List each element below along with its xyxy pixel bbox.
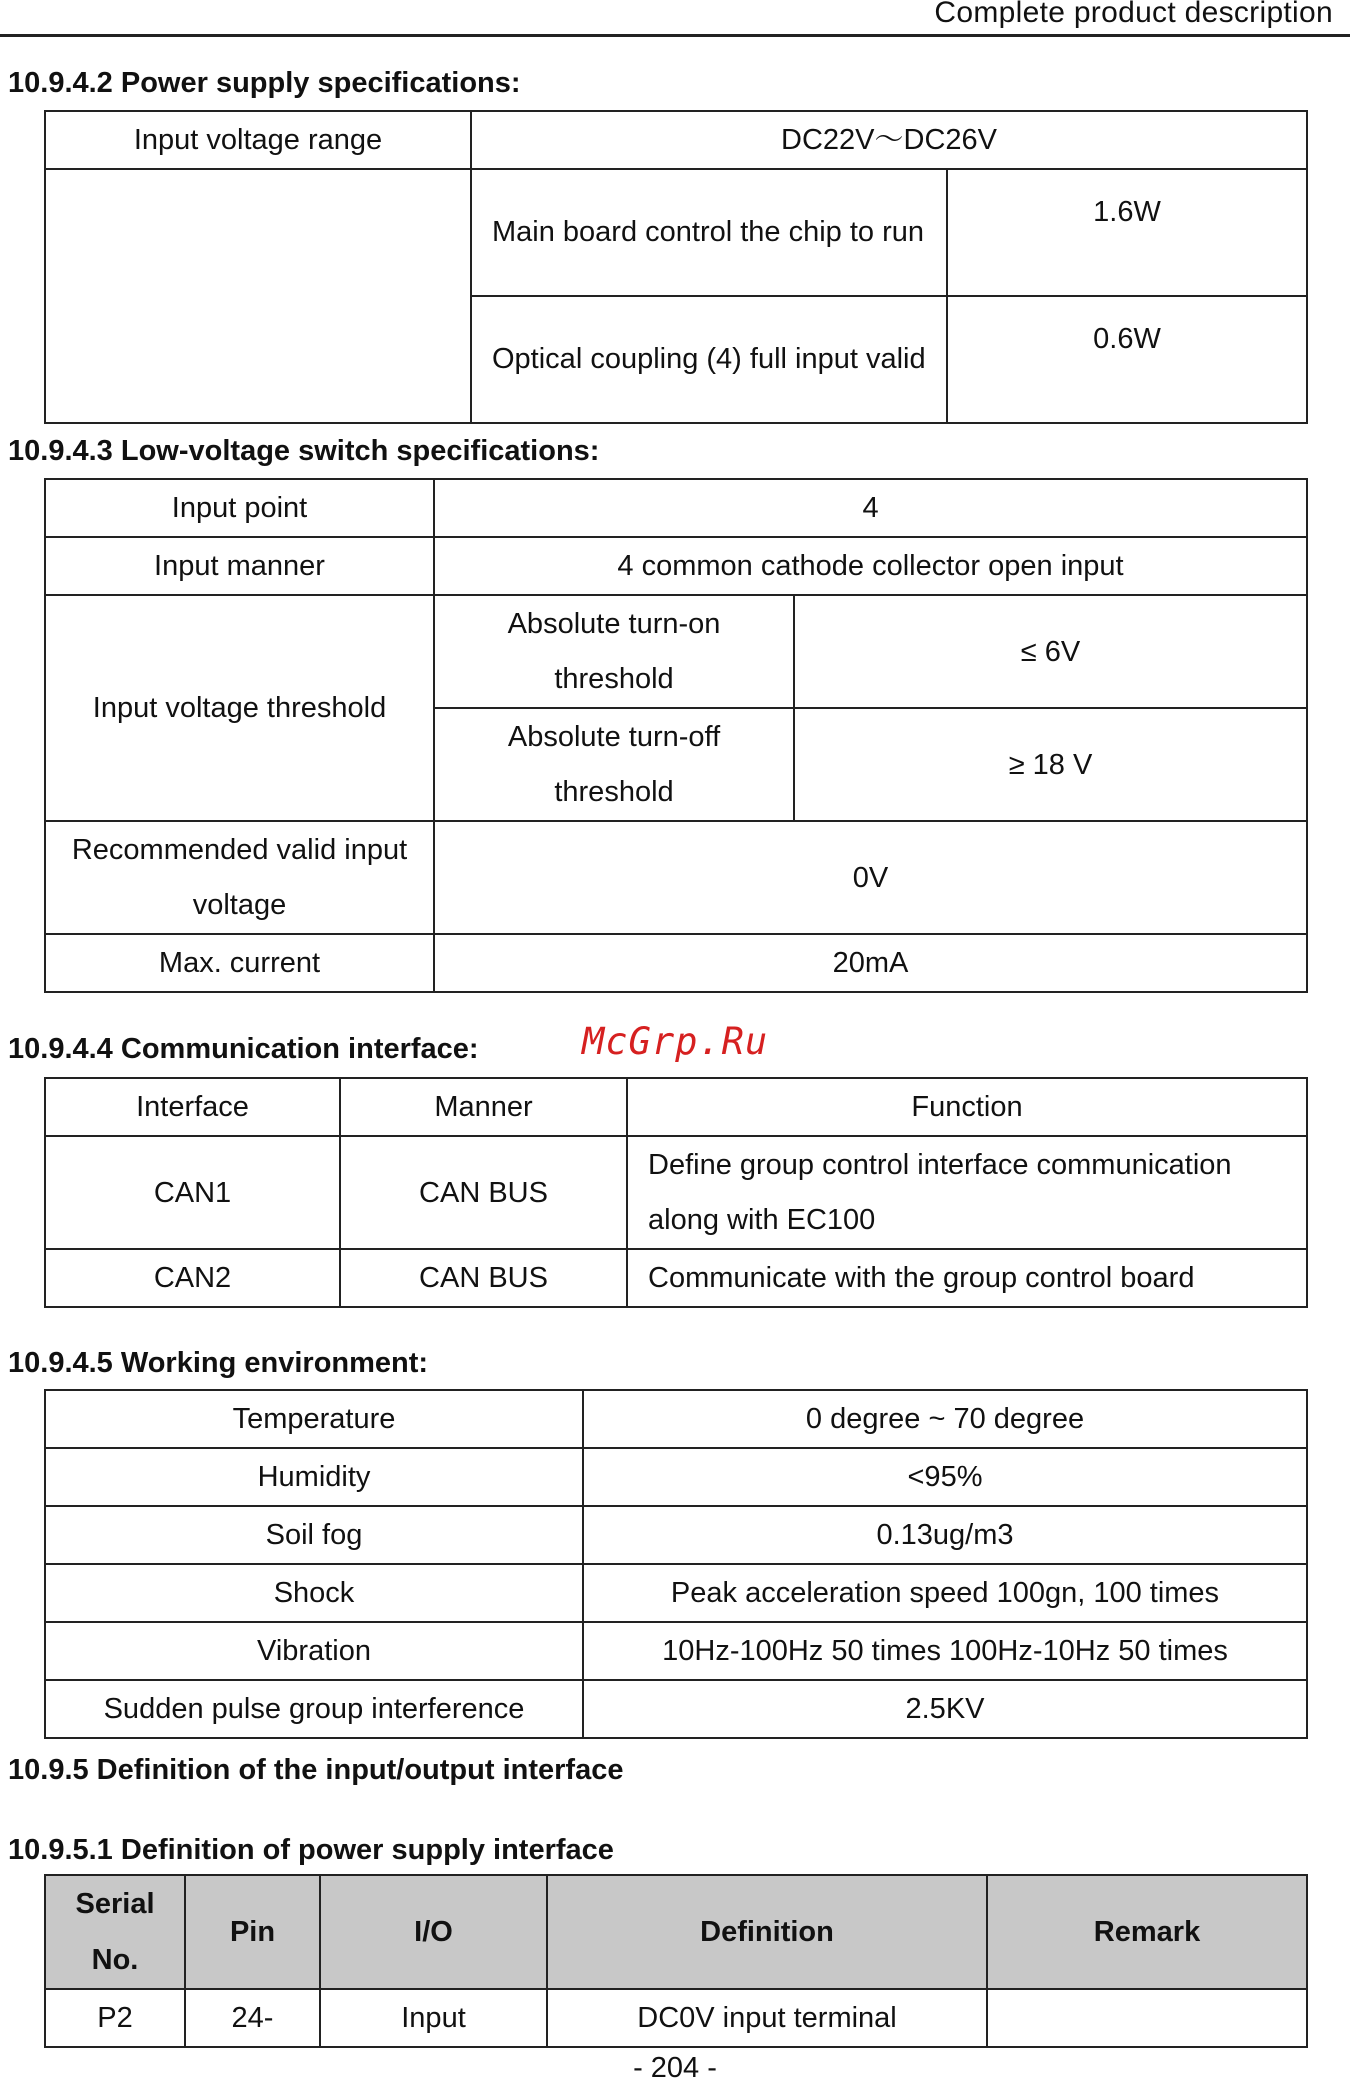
input-voltage-value: DC22V～DC26V [471,111,1307,169]
header-serial: Serial No. [45,1875,185,1989]
section-title-low-voltage: 10.9.4.3 Low-voltage switch specifications: [8,435,600,467]
definition-cell: DC0V input terminal [547,1989,987,2047]
table-row [45,595,1307,708]
table-row [45,479,1307,537]
section-title-communication: 10.9.4.4 Communication interface: [8,1033,479,1065]
header-rule [0,34,1350,37]
empty-cell [45,169,471,423]
optical-coupling-label: Optical coupling (4) full input valid [471,296,947,423]
env-value: 2.5KV [583,1680,1307,1738]
table-row [45,1875,1307,1989]
header-interface: Interface [45,1078,340,1136]
watermark-logo: McGrp.Ru [582,1020,769,1063]
header-manner: Manner [340,1078,627,1136]
section-title-power-supply: 10.9.4.2 Power supply specifications: [8,67,521,99]
recommended-label: Recommended valid input voltage [45,821,434,934]
env-label: Temperature [45,1390,583,1448]
env-value: Peak acceleration speed 100gn, 100 times [583,1564,1307,1622]
io-cell: Input [320,1989,547,2047]
header-pin: Pin [185,1875,320,1989]
running-header: Complete product description [934,0,1333,29]
table-row [45,1390,1307,1448]
env-value: <95% [583,1448,1307,1506]
pin-cell: 24- [185,1989,320,2047]
env-label: Humidity [45,1448,583,1506]
serial-cell: P2 [45,1989,185,2047]
input-point-label: Input point [45,479,434,537]
env-label: Soil fog [45,1506,583,1564]
table-row [45,1448,1307,1506]
env-label: Sudden pulse group interference [45,1680,583,1738]
optical-coupling-value: 0.6W [947,296,1307,423]
main-board-value: 1.6W [947,169,1307,296]
header-io: I/O [320,1875,547,1989]
section-title-power-interface: 10.9.5.1 Definition of power supply interface [8,1834,614,1866]
turn-off-label: Absolute turn-off threshold [434,708,794,821]
env-value: 0 degree ~ 70 degree [583,1390,1307,1448]
recommended-value: 0V [434,821,1307,934]
power-supply-table [44,110,1308,424]
table-row [45,1989,1307,2047]
input-manner-value: 4 common cathode collector open input [434,537,1307,595]
can1-manner: CAN BUS [340,1136,627,1249]
max-current-value: 20mA [434,934,1307,992]
communication-table [44,1077,1308,1308]
input-manner-label: Input manner [45,537,434,595]
env-value: 0.13ug/m3 [583,1506,1307,1564]
low-voltage-table [44,478,1308,993]
table-row [45,1078,1307,1136]
table-row [45,537,1307,595]
section-title-environment: 10.9.4.5 Working environment: [8,1347,429,1379]
max-current-label: Max. current [45,934,434,992]
can1-interface: CAN1 [45,1136,340,1249]
table-row [45,111,1307,169]
table-row [45,1622,1307,1680]
environment-table [44,1389,1308,1739]
turn-on-label: Absolute turn-on threshold [434,595,794,708]
env-value: 10Hz-100Hz 50 times 100Hz-10Hz 50 times [583,1622,1307,1680]
remark-cell [987,1989,1307,2047]
header-function: Function [627,1078,1307,1136]
header-remark: Remark [987,1875,1307,1989]
table-row [45,934,1307,992]
can2-manner: CAN BUS [340,1249,627,1307]
page-number: - 204 - [633,2052,717,2084]
table-row [45,1506,1307,1564]
header-definition: Definition [547,1875,987,1989]
power-interface-table [44,1874,1308,2048]
can2-function: Communicate with the group control board [627,1249,1307,1307]
can1-function: Define group control interface communication along with EC100 [627,1136,1307,1249]
turn-off-value: ≥ 18 V [794,708,1307,821]
main-board-label: Main board control the chip to run [471,169,947,296]
env-label: Vibration [45,1622,583,1680]
can2-interface: CAN2 [45,1249,340,1307]
env-label: Shock [45,1564,583,1622]
threshold-label: Input voltage threshold [45,595,434,821]
input-voltage-label: Input voltage range [45,111,471,169]
table-row [45,169,1307,296]
table-row [45,1136,1307,1249]
table-row [45,821,1307,934]
section-title-io-definition: 10.9.5 Definition of the input/output interface [8,1754,624,1786]
table-row [45,1564,1307,1622]
table-row [45,1680,1307,1738]
turn-on-value: ≤ 6V [794,595,1307,708]
input-point-value: 4 [434,479,1307,537]
table-row [45,1249,1307,1307]
